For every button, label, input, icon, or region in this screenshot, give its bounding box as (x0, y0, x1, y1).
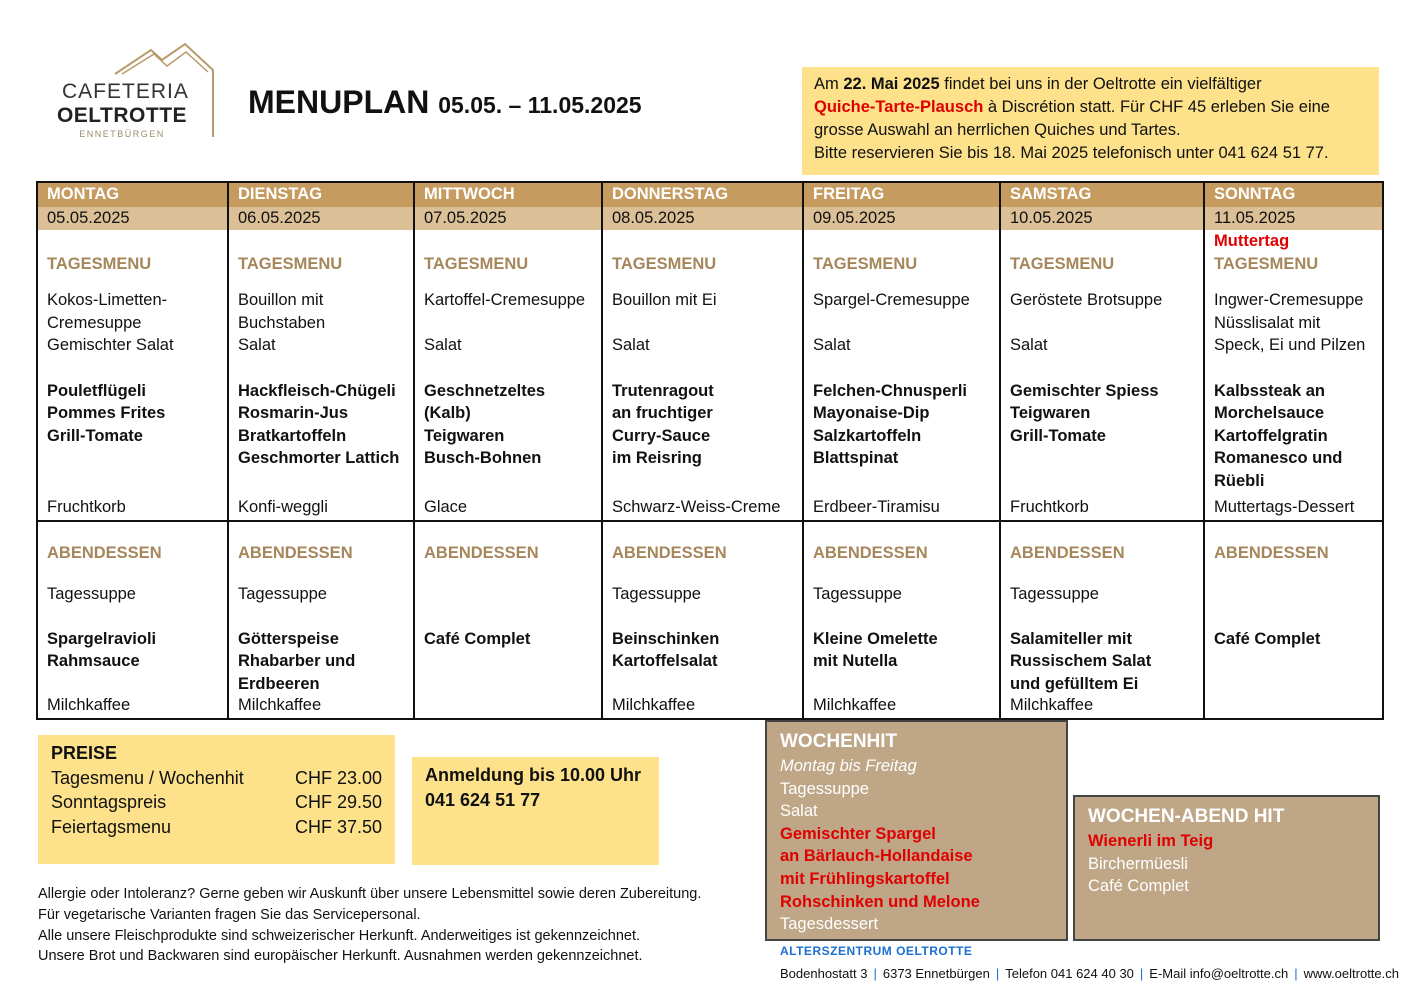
spacer (424, 565, 592, 583)
main-course-line: an fruchtiger (612, 404, 713, 423)
spacer (1214, 275, 1373, 289)
main-course-line: Bratkartoffeln (238, 426, 347, 445)
spacer (238, 605, 404, 628)
spacer (813, 275, 990, 289)
dinner-soup: Tagessuppe (612, 584, 701, 603)
starter-line: Speck, Ei und Pilzen (1214, 336, 1366, 355)
event-notice (802, 67, 1379, 175)
dinner-cell (37, 521, 228, 719)
main-course-line: Gemischter Spiess (1010, 381, 1159, 400)
day-date: 09.05.2025 (803, 207, 1000, 230)
spacer (1214, 605, 1373, 628)
dinner-main-line: und gefülltem Ei (1010, 674, 1139, 693)
main-course-line: Morchelsauce (1214, 404, 1325, 423)
dessert-line: Fruchtkorb (47, 498, 126, 517)
dinner-drink: Milchkaffee (1010, 696, 1094, 715)
dinner-main-line: Kartoffelsalat (612, 652, 718, 671)
wochenhit-salad: Salat (780, 802, 818, 821)
main-course-line: Geschnetzeltes (424, 381, 546, 400)
section-label-tagesmenu: TAGESMENU (238, 254, 343, 273)
dinner-cell-content (813, 522, 990, 718)
main-course-line: Mayonaise-Dip (813, 404, 930, 423)
lunch-cell (1000, 230, 1204, 521)
dinner-main-line: mit Nutella (813, 652, 898, 671)
logo-cafeteria: CAFETERIA (62, 80, 189, 103)
dinner-main-line: Rahmsauce (47, 652, 140, 671)
lunch-cell (602, 230, 803, 521)
main-course-line: Kalbssteak an (1214, 381, 1325, 400)
spacer (424, 605, 592, 628)
dinner-cell (228, 521, 414, 719)
special-day-label: Muttertag (1214, 232, 1290, 250)
special-day-label (813, 230, 990, 253)
dinner-cell-content (612, 522, 793, 718)
dinner-drink: Milchkaffee (612, 696, 696, 715)
note-line: Für vegetarische Varianten fragen Sie das Servicepersonal. (38, 906, 421, 923)
spacer (424, 522, 592, 542)
dinner-main-line: Erdbeeren (238, 674, 320, 693)
lunch-cell-content (1010, 230, 1194, 520)
section-label-abendessen: ABENDESSEN (1214, 544, 1329, 562)
dinner-main-line: Kleine Omelette (813, 629, 938, 648)
section-label-abendessen: ABENDESSEN (612, 544, 727, 562)
special-day-label (1010, 230, 1194, 253)
spacer (1010, 605, 1194, 628)
price-value: CHF 23.00 (294, 767, 382, 788)
footer-city: 6373 Ennetbürgen (882, 966, 990, 981)
main-course-line: Geschmorter Lattich (238, 449, 400, 468)
day-name-montag: MONTAG (37, 182, 228, 207)
day-name-freitag: FREITAG (803, 182, 1000, 207)
footer-email[interactable]: E-Mail info@oeltrotte.ch (1149, 966, 1289, 981)
lunch-cell (228, 230, 414, 521)
starter-line: Salat (612, 336, 650, 355)
starter-line: Bouillon mit Ei (612, 291, 717, 310)
spacer (1214, 565, 1373, 583)
main-course-line: Hackfleisch-Chügeli (238, 381, 396, 400)
menu-table (36, 181, 1384, 720)
main-course-line: Trutenragout (612, 381, 714, 400)
spacer (1010, 565, 1194, 583)
starter-line (813, 312, 990, 335)
spacer (1010, 357, 1194, 380)
dinner-cell (803, 521, 1000, 719)
dinner-main-line: Russischem Salat (1010, 652, 1152, 671)
special-day-label (238, 230, 404, 253)
dinner-cell-content (424, 522, 592, 718)
main-course-line: Blattspinat (813, 449, 899, 468)
starter-line (1010, 312, 1194, 335)
starter-line: Nüsslisalat mit (1214, 313, 1321, 332)
notice-text: grosse Auswahl an herrlichen Quiches und Tartes. (814, 121, 1181, 139)
day-date: 05.05.2025 (37, 207, 228, 230)
main-course-line: Curry-Sauce (612, 426, 711, 445)
registration-box (412, 757, 659, 865)
dinner-soup: Tagessuppe (47, 584, 136, 603)
notice-date: 22. Mai 2025 (843, 75, 940, 93)
spacer (1010, 275, 1194, 289)
spacer (612, 605, 793, 628)
spacer (47, 522, 218, 542)
dinner-soup: Tagessuppe (1010, 584, 1099, 603)
wochen-abend-hit-item: Birchermüesli (1088, 854, 1188, 873)
spacer (612, 565, 793, 583)
spacer (47, 275, 218, 289)
lunch-cell-content (238, 230, 404, 520)
dessert-line: Schwarz-Weiss-Creme (612, 498, 781, 517)
section-label-abendessen: ABENDESSEN (238, 544, 353, 562)
main-course-line: (Kalb) (424, 404, 471, 423)
dinner-cell (1000, 521, 1204, 719)
dinner-main-line: Götterspeise (238, 629, 339, 648)
title-main: MENUPLAN (248, 84, 430, 120)
spacer (47, 565, 218, 583)
section-label-abendessen: ABENDESSEN (1010, 544, 1125, 562)
wochenhit-subtitle: Montag bis Freitag (780, 757, 917, 775)
section-label-tagesmenu: TAGESMENU (47, 254, 152, 273)
dinner-cell-content (238, 522, 404, 718)
main-course-line: Kartoffelgratin (1214, 426, 1328, 445)
spacer (424, 357, 592, 380)
section-label-tagesmenu: TAGESMENU (612, 254, 717, 273)
starter-line: Salat (424, 336, 462, 355)
lunch-cell-content (1214, 230, 1373, 520)
spacer (612, 275, 793, 289)
starter-line (424, 312, 592, 335)
main-course-line: Rosmarin-Jus (238, 404, 349, 423)
spacer (238, 522, 404, 542)
note-line: Unsere Brot und Backwaren sind europäischer Herkunft. Ausnahmen werden gekennzeichnet. (38, 948, 643, 965)
notice-event: Quiche-Tarte-Plausch (814, 98, 984, 116)
notice-text: à Discrétion statt. Für CHF 45 erleben Sie eine (983, 98, 1330, 116)
allergy-notes (38, 884, 701, 967)
wochenhit-main-line: Gemischter Spargel (780, 824, 936, 843)
dessert-line: Fruchtkorb (1010, 498, 1089, 517)
main-course-line: Felchen-Chnusperli (813, 381, 968, 400)
main-course-line: Salzkartoffeln (813, 426, 922, 445)
starter-line: Cremesuppe (47, 313, 142, 332)
page-title (248, 84, 642, 121)
dessert-line: Muttertags-Dessert (1214, 498, 1355, 517)
prices-box (38, 735, 395, 864)
dinner-soup: Tagessuppe (813, 584, 902, 603)
wochen-abend-hit-title: WOCHEN-ABEND HIT (1088, 806, 1285, 827)
dinner-soup (1214, 583, 1373, 606)
main-course-line: Teigwaren (1010, 404, 1091, 423)
wochenhit-dessert: Tagesdessert (780, 915, 879, 934)
spacer (1214, 522, 1373, 542)
section-label-tagesmenu: TAGESMENU (813, 254, 918, 273)
wochenhit-main-line: Rohschinken und Melone (780, 892, 980, 911)
note-line: Allergie oder Intoleranz? Gerne geben wir Auskunft über unsere Lebensmittel sowie deren Zubereitung. (38, 886, 702, 902)
dinner-row (37, 521, 1383, 719)
starter-line: Kokos-Limetten- (47, 291, 168, 310)
lunch-row (37, 230, 1383, 521)
spacer (813, 357, 990, 380)
main-course-line: Teigwaren (424, 426, 505, 445)
starter-line: Spargel-Cremesuppe (813, 291, 970, 310)
date-row (37, 207, 1383, 230)
main-course-line: Busch-Bohnen (424, 449, 542, 468)
price-value: CHF 29.50 (294, 792, 382, 812)
wochen-abend-hit-box (1073, 795, 1380, 941)
day-date: 10.05.2025 (1000, 207, 1204, 230)
wochenhit-main-line: an Bärlauch-Hollandaise (780, 847, 973, 866)
spacer (813, 605, 990, 628)
section-label-tagesmenu: TAGESMENU (1010, 254, 1115, 273)
starter-line: Gemischter Salat (47, 336, 174, 355)
dinner-cell-content (1010, 522, 1194, 718)
spacer (612, 357, 793, 380)
starter-line: Bouillon mit (238, 291, 324, 310)
dinner-drink: Milchkaffee (813, 696, 897, 715)
dinner-main-line: Café Complet (424, 629, 531, 648)
day-date: 06.05.2025 (228, 207, 414, 230)
price-label: Feiertagsmenu (51, 816, 172, 837)
lunch-cell (37, 230, 228, 521)
starter-line: Salat (238, 336, 276, 355)
main-course-line: Rüebli (1214, 471, 1265, 490)
main-course-line: Grill-Tomate (1010, 426, 1106, 445)
dinner-cell (602, 521, 803, 719)
dinner-main-line: Café Complet (1214, 629, 1321, 648)
wochenhit-main-line: mit Frühlingskartoffel (780, 869, 950, 888)
starter-line: Ingwer-Cremesuppe (1214, 291, 1364, 310)
lunch-cell-content (424, 230, 592, 520)
special-day-label (47, 230, 218, 253)
spacer (813, 522, 990, 542)
dinner-soup: Tagessuppe (238, 584, 327, 603)
logo-oeltrotte: OELTROTTE (56, 104, 188, 127)
notice-text: findet bei uns in der Oeltrotte ein vielfältiger (939, 75, 1262, 93)
wochenhit-soup: Tagessuppe (780, 779, 869, 798)
dinner-drink: Milchkaffee (238, 696, 322, 715)
spacer (238, 357, 404, 380)
section-label-abendessen: ABENDESSEN (47, 544, 162, 562)
dessert-line: Erdbeer-Tiramisu (813, 498, 940, 517)
spacer (238, 275, 404, 289)
lunch-cell (1204, 230, 1383, 521)
starter-line: Salat (813, 336, 851, 355)
main-course-line: Pommes Frites (47, 404, 166, 423)
spacer (238, 565, 404, 583)
spacer (612, 522, 793, 542)
registration-phone: 041 624 51 77 (425, 789, 541, 810)
lunch-cell (414, 230, 602, 521)
logo-location: ENNETBÜRGEN (79, 129, 165, 139)
logo (56, 40, 220, 140)
lunch-cell (803, 230, 1000, 521)
day-name-mittwoch: MITTWOCH (414, 182, 602, 207)
note-line: Alle unsere Fleischprodukte sind schweizerischer Herkunft. Anderweitiges ist gekennzeichnet. (38, 927, 641, 944)
main-course-line: Pouletflügeli (47, 381, 146, 400)
notice-text: Am (814, 75, 844, 93)
price-row (51, 766, 382, 791)
spacer (813, 565, 990, 583)
special-day-label (612, 230, 793, 253)
starter-line: Salat (1010, 336, 1048, 355)
price-row (51, 815, 382, 840)
title-dates: 05.05. – 11.05.2025 (438, 92, 642, 118)
starter-line: Buchstaben (238, 313, 326, 332)
prices-title: PREISE (51, 743, 118, 763)
day-date: 08.05.2025 (602, 207, 803, 230)
day-name-dienstag: DIENSTAG (228, 182, 414, 207)
price-value: CHF 37.50 (294, 816, 382, 837)
section-label-abendessen: ABENDESSEN (813, 544, 928, 562)
lunch-cell-content (612, 230, 793, 520)
dinner-main-line: Salamiteller mit (1010, 629, 1132, 648)
notice-reservation: Bitte reservieren Sie bis 18. Mai 2025 telefonisch unter 041 624 51 77. (814, 144, 1329, 162)
section-label-tagesmenu: TAGESMENU (1214, 254, 1319, 273)
footer-street: Bodenhostatt 3 (780, 966, 868, 981)
special-day-label (424, 230, 592, 253)
dessert-line: Konfi-weggli (238, 498, 328, 517)
footer-address: Bodenhostatt 3 | 6373 Ennetbürgen | Telefon 041 624 40 30 | E-Mail info@oeltrotte.ch | www.oeltrotte.ch (780, 966, 1399, 981)
price-row (51, 790, 382, 815)
spacer (47, 605, 218, 628)
dessert-line: Glace (424, 498, 468, 517)
dinner-cell (414, 521, 602, 719)
wochen-abend-hit-item: Café Complet (1088, 877, 1189, 896)
lunch-cell-content (813, 230, 990, 520)
dinner-main-line: Beinschinken (612, 629, 720, 648)
dinner-cell-content (1214, 522, 1373, 718)
spacer (424, 275, 592, 289)
day-name-donnerstag: DONNERSTAG (602, 182, 803, 207)
spacer (1214, 357, 1373, 380)
dinner-drink: Milchkaffee (47, 696, 131, 715)
main-course-line: im Reisring (612, 449, 702, 468)
footer-phone[interactable]: Telefon 041 624 40 30 (1005, 966, 1134, 981)
dinner-soup (424, 583, 592, 606)
spacer (1010, 522, 1194, 542)
footer-website[interactable]: www.oeltrotte.ch (1303, 966, 1399, 981)
starter-line: Geröstete Brotsuppe (1010, 291, 1163, 310)
main-course-line: Grill-Tomate (47, 426, 143, 445)
day-date: 07.05.2025 (414, 207, 602, 230)
spacer (47, 357, 218, 380)
section-label-abendessen: ABENDESSEN (424, 544, 539, 562)
wochenhit-box (765, 720, 1068, 941)
starter-line: Kartoffel-Cremesuppe (424, 291, 586, 310)
dinner-main-line: Rhabarber und (238, 652, 356, 671)
dinner-cell-content (47, 522, 218, 718)
price-label: Sonntagspreis (51, 792, 167, 812)
day-header-row (37, 182, 1383, 207)
wochen-abend-hit-main: Wienerli im Teig (1088, 832, 1214, 850)
wochenhit-title: WOCHENHIT (780, 731, 898, 752)
dinner-cell (1204, 521, 1383, 719)
day-name-samstag: SAMSTAG (1000, 182, 1204, 207)
dinner-main-line: Spargelravioli (47, 629, 157, 648)
section-label-tagesmenu: TAGESMENU (424, 254, 529, 273)
lunch-cell-content (47, 230, 218, 520)
day-name-sonntag: SONNTAG (1204, 182, 1383, 207)
starter-line (612, 312, 793, 335)
main-course-line: Romanesco und (1214, 449, 1343, 468)
day-date: 11.05.2025 (1204, 207, 1383, 230)
footer-brand: ALTERSZENTRUM OELTROTTE (780, 944, 973, 958)
price-label: Tagesmenu / Wochenhit (51, 767, 244, 788)
registration-deadline: Anmeldung bis 10.00 Uhr (425, 765, 642, 785)
